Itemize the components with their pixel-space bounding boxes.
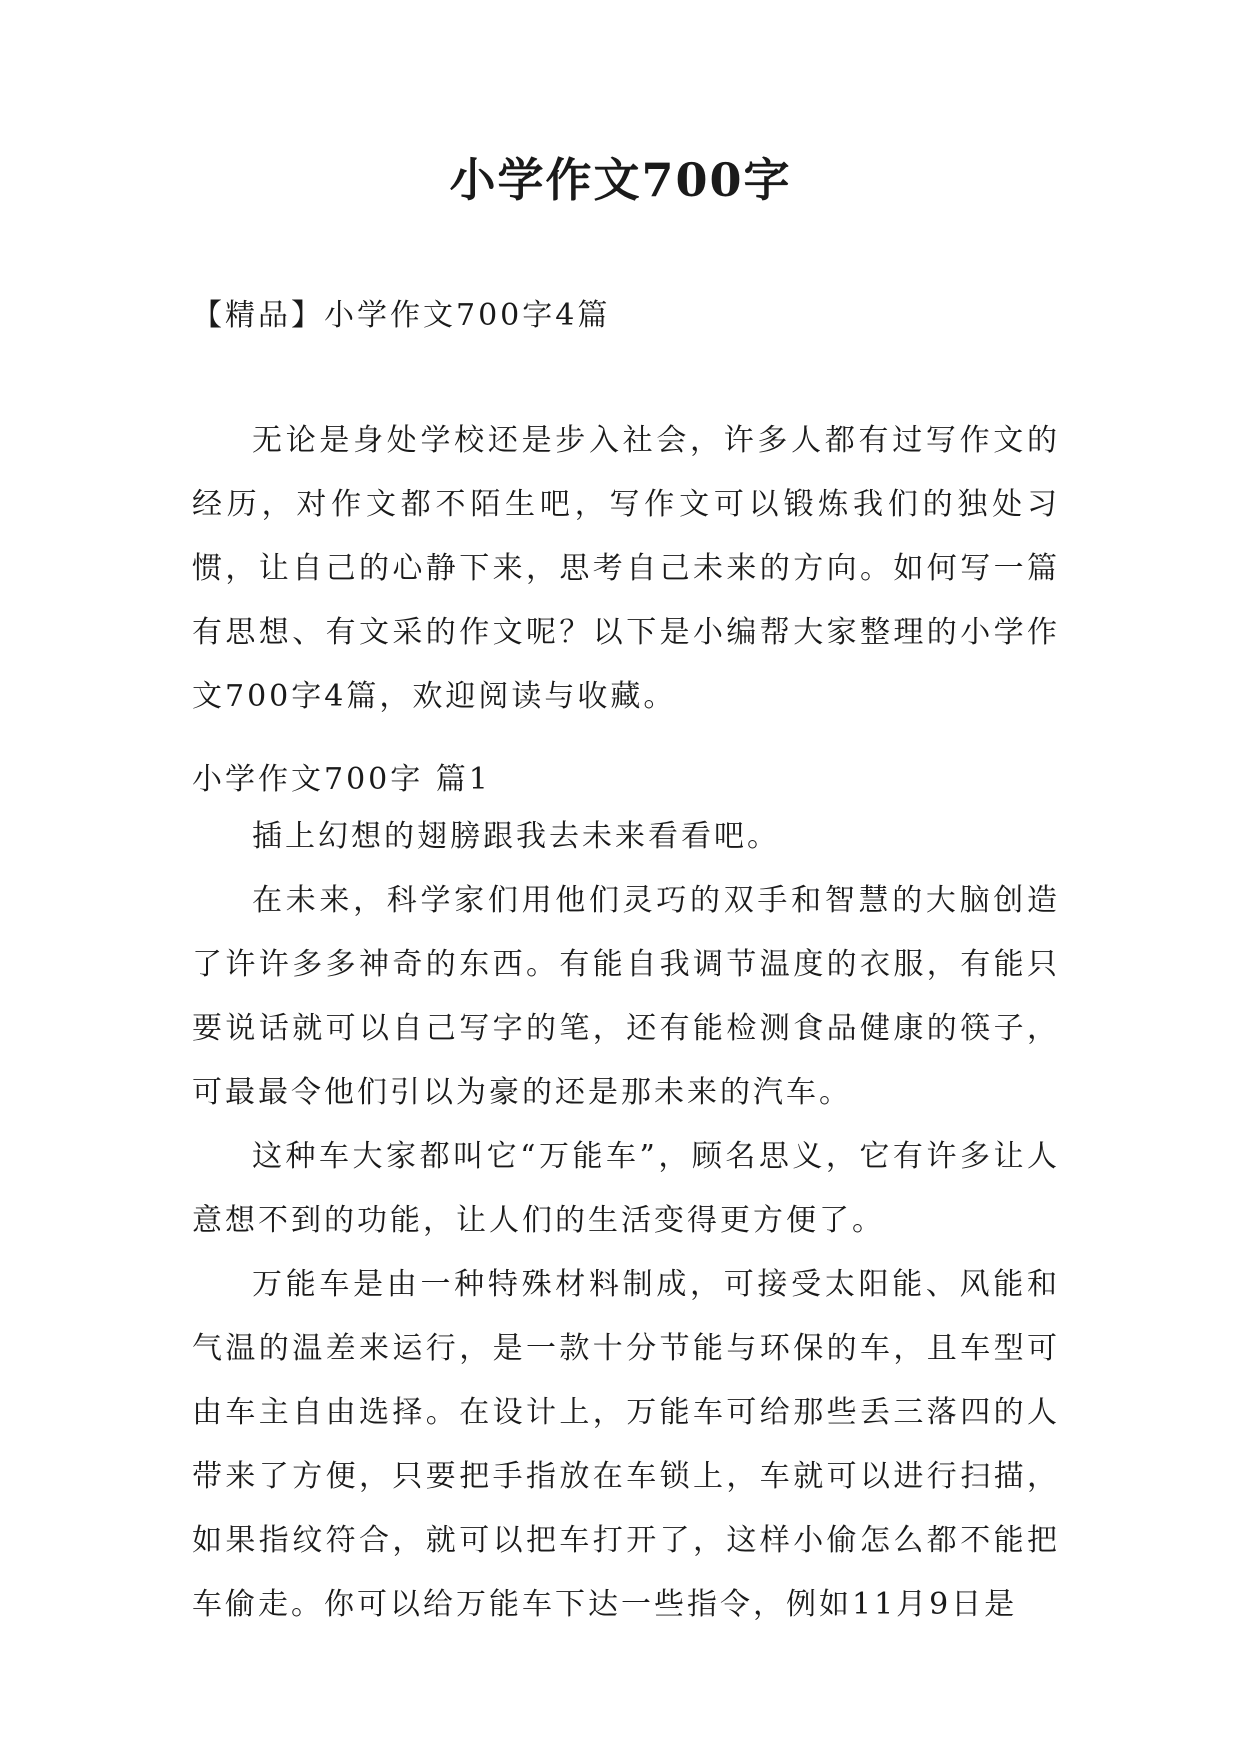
body-paragraph: 在未来，科学家们用他们灵巧的双手和智慧的大脑创造了许许多多神奇的东西。有能自我调节温度的衣服，有能只要说话就可以自己写字的笔，还有能检测食品健康的筷子，可最最令他们引以为豪的还是那未来的汽车。 bbox=[192, 883, 1060, 1110]
body-paragraph: 这种车大家都叫它“万能车”，顾名思义，它有许多让人意想不到的功能，让人们的生活变得更方便了。 bbox=[192, 1139, 1060, 1238]
intro-paragraph: 无论是身处学校还是步入社会，许多人都有过写作文的经历，对作文都不陌生吧，写作文可以锻炼我们的独处习惯，让自己的心静下来，思考自己未来的方向。如何写一篇有思想、有文采的作文呢？以下是小编帮大家整理的小学作文700字4篇，欢迎阅读与收藏。 bbox=[192, 423, 1060, 714]
document-subtitle: 【精品】小学作文700字4篇 bbox=[192, 298, 611, 333]
body-paragraph: 插上幻想的翅膀跟我去未来看看吧。 bbox=[252, 819, 780, 854]
section-heading: 小学作文700字 篇1 bbox=[192, 762, 491, 797]
section-body bbox=[192, 805, 1060, 1637]
document-title: 小学作文700字 bbox=[449, 153, 792, 207]
body-paragraph: 万能车是由一种特殊材料制成，可接受太阳能、风能和气温的温差来运行，是一款十分节能与环保的车，且车型可由车主自由选择。在设计上，万能车可给那些丢三落四的人带来了方便，只要把手指放在车锁上，车就可以进行扫描，如果指纹符合，就可以把车打开了，这样小偷怎么都不能把车偷走。你可以给万能车下达一些指令，例如11月9日是 bbox=[192, 1267, 1060, 1622]
